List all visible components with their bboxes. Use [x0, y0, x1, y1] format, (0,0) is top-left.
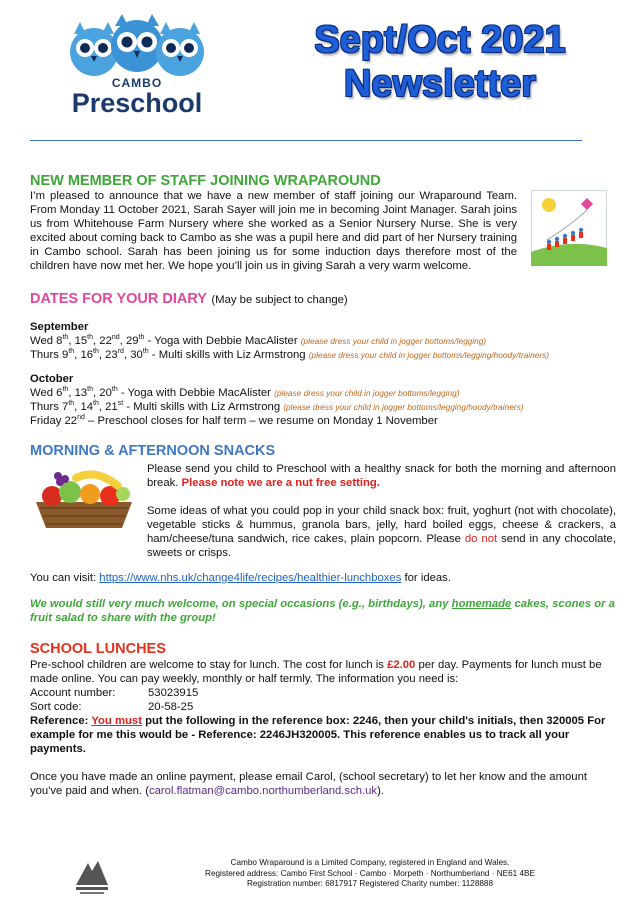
date: 30: [130, 349, 143, 361]
date-suffix: th: [62, 386, 69, 394]
kite-children-illustration: [531, 190, 607, 266]
green-text-a: We would still very much welcome, on special occasions (e.g., birthdays), any: [30, 598, 452, 610]
footer-line-1: Cambo Wraparound is a Limited Company, registered in England and Wales.: [230, 858, 510, 867]
activity-text: - Multi skills with Liz Armstrong: [123, 401, 284, 413]
do-not-text: do not: [464, 533, 498, 545]
day-label: Thurs: [30, 401, 63, 413]
date: 8: [56, 335, 63, 347]
newsletter-title: [290, 18, 590, 106]
nhs-lunchbox-link[interactable]: https://www.nhs.uk/change4life/recipes/healthier-lunchboxes: [99, 572, 402, 584]
date: 14: [80, 401, 94, 413]
friday-text: – Preschool closes for half term – we resume on Monday 1 November: [84, 415, 438, 427]
payment-email-note: [30, 770, 616, 798]
visit-prefix: You can visit:: [30, 572, 100, 584]
lunches-block: [30, 658, 616, 798]
sep-multi-row: Thurs 9th, 16th, 23rd, 30th - Multi skills with Liz Armstrong (please dress your child in jogger bottoms/legging/hoody/trainers): [30, 348, 550, 361]
reference-label: Reference:: [30, 715, 92, 727]
dress-note: (please dress your child in jogger bottoms/legging): [300, 336, 487, 346]
date-suffix: st: [117, 400, 124, 408]
green-text-b: cakes, scones or a fruit salad to share with the group!: [30, 598, 615, 624]
owl-logo-icon: [62, 14, 212, 84]
date-suffix: th: [142, 348, 149, 356]
date: 29: [125, 335, 139, 347]
date-suffix: th: [111, 386, 118, 394]
dress-note: (please dress your child in jogger bottoms/legging/hoody/trainers): [308, 350, 550, 360]
sort-code-row: [30, 700, 616, 714]
snacks-heading: MORNING & AFTERNOON SNACKS: [30, 443, 276, 459]
payment-note-end: ).: [377, 785, 384, 797]
date: 7: [62, 401, 69, 413]
visit-line: [30, 571, 620, 585]
lunches-heading: SCHOOL LUNCHES: [30, 641, 166, 657]
lunches-p1-text: Pre-school children are welcome to stay for lunch. The cost for lunch is: [30, 659, 388, 671]
friday-row: [30, 414, 630, 428]
september-label: September: [30, 321, 89, 333]
logo-text-cambo: CAMBO: [111, 76, 163, 90]
reference-text: put the following in the reference box: 2246, then your child's initials, then 320005 For example for me this would be - Reference: 2246JH320005. This reference enables us to track all your payments.: [30, 715, 606, 755]
date: 6: [56, 387, 63, 399]
diary-subnote: (May be subject to change): [211, 294, 348, 306]
staff-heading: NEW MEMBER OF STAFF JOINING WRAPAROUND: [30, 173, 381, 189]
day-label: Wed: [30, 387, 57, 399]
fruit-basket-image: [30, 464, 138, 534]
staff-paragraph: I’m pleased to announce that we have a new member of staff joining our Wraparound Team. From Monday 11 October 2021, Sarah Sayer will join me in becoming Joint Manager. Sarah joins us from Whitehouse Farm Nursery where she worked as a Senior Nursery Nurse. She is very excited about coming back to Cambo as she was a pupil here and did part of her Nursery training in Cambo school. Sarah has been joining us for some induction days therefore most of the children have now met her. We hope you’ll join us in giving Sarah a very warm welcome.: [30, 190, 517, 272]
logo-text-preschool: Preschool: [71, 88, 203, 118]
cambo-preschool-logo: [62, 14, 212, 124]
date-suffix: rd: [117, 348, 124, 356]
kite-children-icon: [531, 190, 607, 266]
payment-note-text: Once you have made an online payment, please email Carol, (school secretary) to let her know and the amount you've paid and when. (: [30, 771, 587, 797]
you-must-text: You must: [91, 715, 142, 727]
activity-text: - Multi skills with Liz Armstrong: [148, 349, 309, 361]
friday-date: Friday 22: [30, 415, 78, 427]
date-suffix: th: [87, 386, 94, 394]
date-suffix: th: [93, 400, 99, 408]
reference-instructions: [30, 714, 616, 756]
homemade-text: homemade: [451, 598, 512, 610]
dress-note: (please dress your child in jogger bottoms/legging/hoody/trainers): [283, 402, 524, 412]
lunches-p1: [30, 658, 616, 686]
date-suffix: th: [68, 348, 75, 356]
header-divider: [30, 140, 582, 141]
account-value: 53023915: [148, 687, 199, 699]
sep-yoga-row: Wed 8th, 15th, 22nd, 29th - Yoga with Debbie MacAlister (please dress your child in jogger bottoms/legging): [30, 334, 487, 347]
fruit-basket-icon: [30, 464, 138, 534]
account-row: [30, 686, 616, 700]
diary-list: [30, 320, 630, 428]
title-line-2: Newsletter: [343, 63, 537, 105]
snacks-ideas-text-end: send in any chocolate, sweets or crisps.: [147, 533, 616, 559]
homemade-cakes-note: [30, 597, 616, 625]
date: 20: [99, 387, 112, 399]
date: 9: [62, 349, 69, 361]
visit-suffix: for ideas.: [401, 572, 451, 584]
oct-yoga-row: Wed 6th, 13th, 20th - Yoga with Debbie MacAlister (please dress your child in jogger bottoms/legging): [30, 386, 460, 399]
sort-code-label: Sort code:: [30, 701, 82, 713]
snacks-p1: Please send you child to Preschool with a healthy snack for both the morning and afternoon break.: [147, 463, 616, 489]
footer: [100, 858, 640, 890]
date: 21: [105, 401, 118, 413]
snacks-ideas-text: Some ideas of what you could pop in your child snack box: fruit, yoghurt (not with chocolate), vegetable sticks & hummus, granola bars, jelly, hard boiled eggs, cheese & crackers, a ham/cheese/tuna sandwich, rice cakes, plain popcorn. Please: [147, 505, 616, 545]
date: 13: [74, 387, 88, 399]
footer-line-3: Registration number: 6817917 Registered Charity number: 1128888: [246, 879, 494, 888]
snacks-intro: [147, 462, 616, 490]
date-suffix: th: [87, 334, 94, 342]
lunch-price: £2.00: [387, 659, 416, 671]
october-label: October: [30, 373, 74, 385]
date: 23: [105, 349, 118, 361]
footer-line-2: Registered address: Cambo First School · Cambo · Morpeth · Northumberland · NE61 4BE: [205, 868, 535, 878]
dress-note: (please dress your child in jogger bottoms/legging): [274, 388, 460, 398]
sort-code-value: 20-58-25: [148, 701, 194, 713]
date-suffix: nd: [111, 334, 120, 342]
snacks-ideas: [147, 504, 616, 560]
date: 15: [74, 335, 88, 347]
activity-text: - Yoga with Debbie MacAlister: [117, 387, 275, 399]
account-label: Account number:: [30, 687, 116, 699]
date-suffix: nd: [77, 414, 85, 422]
date-suffix: th: [138, 334, 145, 342]
secretary-email[interactable]: carol.flatman@cambo.northumberland.sch.uk: [148, 785, 378, 797]
date-suffix: th: [93, 348, 99, 356]
diary-heading-row: [30, 290, 348, 308]
oct-multi-row: Thurs 7th, 14th, 21st - Multi skills with Liz Armstrong (please dress your child in jogger bottoms/legging/hoody/trainers): [30, 400, 524, 413]
date-suffix: th: [68, 400, 75, 408]
date: 16: [80, 349, 94, 361]
lunches-p1-text-end: per day. Payments for lunch must be made online. You can pay weekly, monthly or half termly. The information you need is:: [30, 659, 602, 685]
diary-heading: DATES FOR YOUR DIARY: [30, 291, 207, 307]
date: 22: [99, 335, 112, 347]
activity-text: - Yoga with Debbie MacAlister: [144, 335, 301, 347]
day-label: Thurs: [30, 349, 63, 361]
day-label: Wed: [30, 335, 57, 347]
title-line-1: Sept/Oct 2021: [314, 19, 566, 61]
nut-free-note: Please note we are a nut free setting.: [181, 477, 380, 489]
date-suffix: th: [62, 334, 69, 342]
